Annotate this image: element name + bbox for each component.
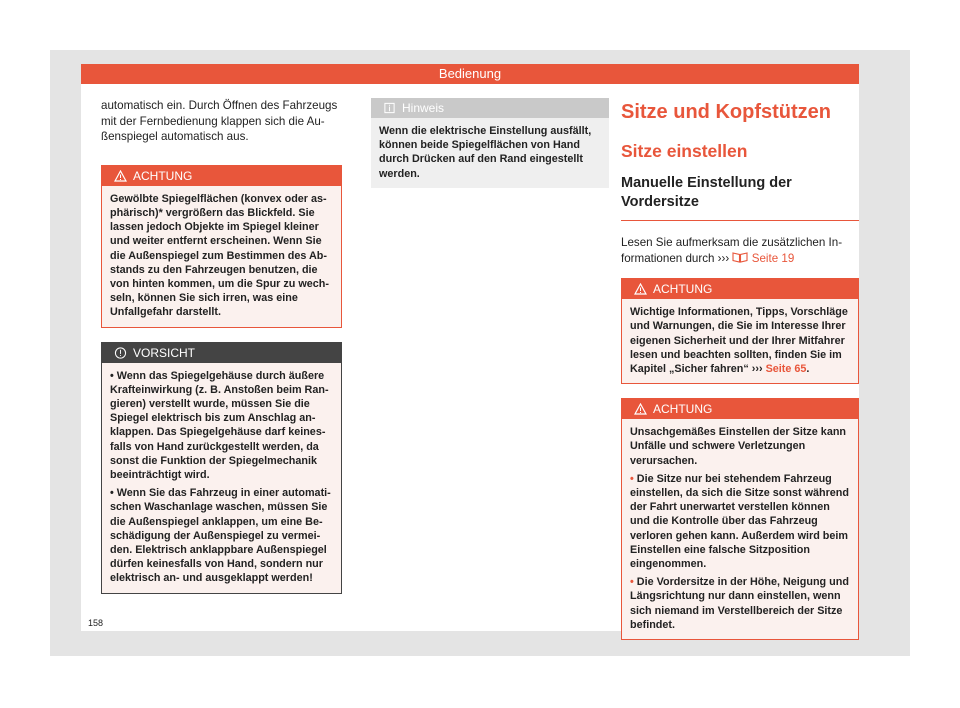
warning-triangle-icon: [114, 170, 127, 182]
achtung-header: [622, 399, 858, 419]
vorsicht-label: VORSICHT: [133, 345, 196, 360]
achtung-label: ACHTUNG: [133, 168, 193, 183]
list-item: • Die Sitze nur bei stehendem Fahrzeug einstellen, da sich die Sitze sonst während der Fahrt unerwartet verstellen können und die Kontrolle über das Fahrzeug verloren gehen kann. Außerdem wird beim Einstellen eine falsche Sitzposition eingenommen.: [630, 472, 849, 571]
hinweis-text: Wenn die elektrische Einstellung ausfällt, können beide Spiegelflächen von Hand durch Drücken auf den Rand eingestellt werden.: [379, 125, 592, 180]
achtung-body: [622, 419, 858, 639]
page-link[interactable]: Seite 65: [765, 363, 807, 375]
vorsicht-body: [102, 363, 341, 593]
vorsicht-box: [101, 342, 342, 594]
achtung-box: [101, 165, 342, 328]
page-number: 158: [88, 618, 104, 628]
achtung-box: [621, 278, 859, 384]
manual-page: [81, 64, 859, 631]
column-middle: [371, 98, 609, 188]
hinweis-label: Hinweis: [402, 101, 445, 115]
info-circle-icon: [114, 347, 127, 359]
warning-triangle-icon: [634, 403, 647, 415]
header-band: Bedienung: [81, 64, 859, 84]
intro-text: automatisch ein. Durch Öffnen des Fahrzeugs mit der Fernbedienung klappen sich die Außenspiegel automatisch aus.: [101, 99, 338, 144]
achtung-label: ACHTUNG: [653, 282, 713, 297]
list-item: • Wenn das Spiegelgehäuse durch äußere Krafteinwirkung (z. B. Anstoßen beim Rangieren) verstellt wurde, müssen Sie die Spiegel elektrisch bis zum Anschlag anklappen. Das Spiegelgehäuse darf keinesfalls von Hand zurückgestellt werden, da sonst die Funktion der Spiegelmechanik beeinträchtigt wird.: [110, 369, 329, 482]
column-left: [101, 98, 342, 594]
page-link[interactable]: Seite 19: [751, 251, 795, 265]
achtung-text: Gewölbte Spiegelflächen (konvex oder asphärisch)* vergrößern das Blickfeld. Sie lassen jedoch Objekte im Spiegel kleiner und weiter entfernt erscheinen. Wenn Sie die Außenspiegel zum Bestimmen des Abstands zu den Fahrzeugen benutzen, die von hinten kommen, um die Spur zu wechseln, können Sie sich irren, was eine Unfallgefahr darstellt.: [110, 192, 329, 319]
warning-triangle-icon: [634, 283, 647, 295]
chapter-title: Sitze und Kopfstützen: [621, 101, 831, 123]
achtung-header: [102, 166, 341, 186]
achtung-intro: Unsachgemäßes Einstellen der Sitze kann Unfälle und schwere Verletzungen verursachen.: [630, 426, 847, 467]
bullet-dot: •: [110, 487, 114, 500]
list-item: • Wenn Sie das Fahrzeug in einer automatischen Waschanlage waschen, müssen Sie die Außenspiegel anklappen, um eine Beschädigung der Außenspiegel zu vermeiden. Elektrisch anklappbare Außenspiegel dürfen keinesfalls von Hand, sondern nur elektrisch an- und ausgeklappt werden!: [110, 487, 331, 585]
intro-text: Lesen Sie aufmerksam die zusätzlichen Informationen durch ››› Seite 19: [621, 236, 843, 265]
bullet-dot: •: [630, 576, 634, 589]
book-icon: [732, 252, 748, 263]
bullet-dot: •: [630, 472, 634, 485]
section-title: Sitze einstellen: [621, 141, 748, 161]
hinweis-box: [371, 98, 609, 188]
hinweis-header: [371, 98, 609, 118]
column-right: [621, 100, 859, 640]
achtung-header: [622, 279, 858, 299]
list-item: • Die Vordersitze in der Höhe, Neigung und Längsrichtung nur dann einstellen, wenn sich niemand im Verstellbereich der Sitze befindet.: [630, 576, 849, 631]
note-icon: [383, 102, 396, 114]
bullet-dot: •: [110, 369, 114, 382]
achtung-label: ACHTUNG: [653, 402, 713, 417]
vorsicht-header: [102, 343, 341, 363]
achtung-text: Wichtige Informationen, Tipps, Vorschläge und Warnungen, die Sie im Interesse Ihrer eigenen Sicherheit und der Ihrer Mitfahrer lesen und beachten sollten, finden Sie im Kapitel „Sicher fahren“ ››› Seite 65.: [630, 306, 848, 375]
subsection-title: Manuelle Einstellung der Vordersitze: [621, 174, 859, 221]
achtung-box: [621, 398, 859, 640]
